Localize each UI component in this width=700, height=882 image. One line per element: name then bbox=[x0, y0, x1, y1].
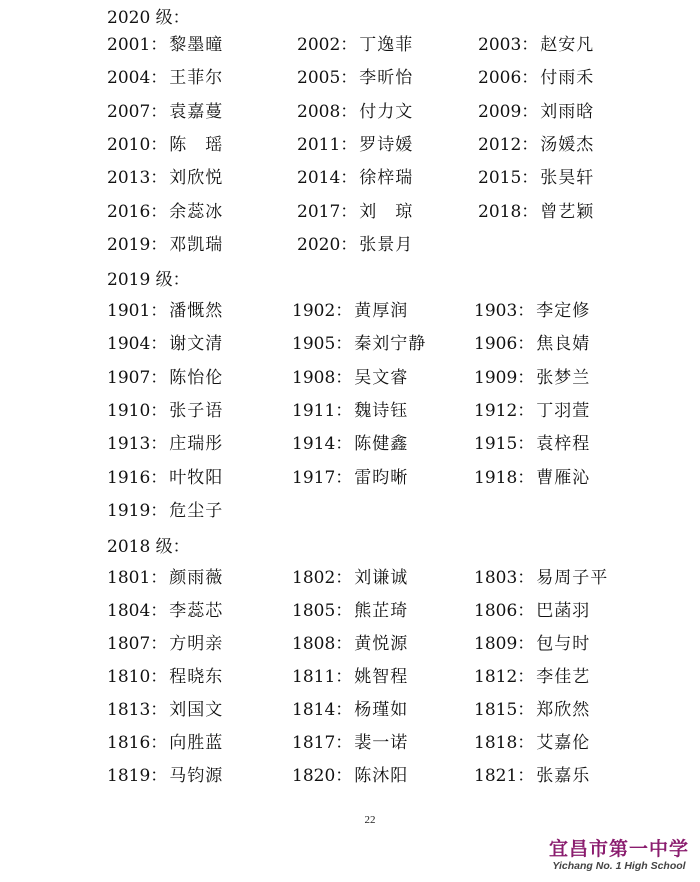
student-name: 向胜蓝 bbox=[169, 733, 224, 753]
student-name: 杨瑾如 bbox=[354, 700, 409, 720]
student-number: 2015： bbox=[478, 168, 539, 189]
student-name: 艾嘉伦 bbox=[536, 733, 591, 753]
student-name: 庄瑞彤 bbox=[169, 434, 224, 455]
student-number: 1902： bbox=[292, 301, 353, 321]
list-item bbox=[107, 67, 223, 89]
student-name: 曾艺颖 bbox=[540, 201, 595, 222]
list-item bbox=[478, 34, 594, 56]
list-item bbox=[478, 201, 594, 223]
student-name: 叶牧阳 bbox=[169, 467, 224, 488]
student-name: 颜雨薇 bbox=[169, 568, 224, 588]
student-number: 1914： bbox=[292, 434, 353, 455]
student-name: 汤媛杰 bbox=[540, 134, 595, 155]
list-item bbox=[474, 732, 590, 754]
student-number: 1915： bbox=[474, 434, 535, 455]
student-name: 曹雁沁 bbox=[536, 467, 591, 488]
student-name: 熊芷琦 bbox=[354, 601, 409, 621]
section-heading-2018: 2018 级： bbox=[107, 537, 190, 557]
list-item bbox=[107, 732, 223, 754]
list-item bbox=[474, 666, 590, 688]
student-name: 刘欣悦 bbox=[169, 168, 224, 189]
list-item bbox=[107, 34, 223, 56]
list-item bbox=[292, 300, 408, 322]
list-item bbox=[107, 633, 223, 655]
list-item bbox=[292, 467, 408, 489]
school-logo bbox=[544, 838, 694, 873]
student-number: 1901： bbox=[107, 301, 168, 321]
list-item bbox=[107, 333, 223, 355]
student-name: 谢文清 bbox=[169, 334, 224, 355]
student-number: 2002： bbox=[297, 35, 358, 55]
student-name: 危尘子 bbox=[169, 500, 224, 521]
student-number: 1809： bbox=[474, 634, 535, 654]
student-number: 1818： bbox=[474, 733, 535, 753]
list-item bbox=[474, 600, 590, 622]
list-item bbox=[107, 367, 223, 389]
student-number: 1904： bbox=[107, 334, 168, 355]
logo-chinese-name: 宜昌市第一中学 bbox=[548, 838, 689, 860]
list-item bbox=[297, 34, 413, 56]
list-item bbox=[292, 633, 408, 655]
student-name: 张嘉乐 bbox=[536, 766, 591, 786]
student-number: 1808： bbox=[292, 634, 353, 654]
student-name: 程晓东 bbox=[169, 667, 224, 687]
student-number: 2003： bbox=[478, 35, 539, 55]
list-item bbox=[107, 699, 223, 721]
student-number: 2006： bbox=[478, 68, 539, 89]
student-name: 黎墨曈 bbox=[169, 35, 224, 55]
list-item bbox=[292, 600, 408, 622]
list-item bbox=[474, 367, 590, 389]
student-name: 张昊轩 bbox=[540, 168, 595, 189]
list-item bbox=[292, 367, 408, 389]
student-name: 黄厚润 bbox=[354, 301, 409, 321]
student-number: 1816： bbox=[107, 733, 168, 753]
list-item bbox=[474, 433, 590, 455]
student-name: 罗诗媛 bbox=[359, 134, 414, 155]
student-number: 1910： bbox=[107, 400, 168, 421]
student-name: 秦刘宁静 bbox=[354, 334, 427, 355]
list-item bbox=[107, 765, 223, 787]
student-number: 1917： bbox=[292, 467, 353, 488]
student-name: 雷昀晰 bbox=[354, 467, 409, 488]
student-number: 1801： bbox=[107, 568, 168, 588]
student-number: 1908： bbox=[292, 367, 353, 388]
list-item bbox=[478, 134, 594, 156]
student-number: 2018： bbox=[478, 201, 539, 222]
student-name: 张子语 bbox=[169, 400, 224, 421]
student-number: 2008： bbox=[297, 101, 358, 122]
student-name: 易周子平 bbox=[536, 568, 609, 588]
list-item bbox=[107, 666, 223, 688]
list-item bbox=[107, 567, 223, 589]
student-number: 2019： bbox=[107, 234, 168, 255]
list-item bbox=[474, 633, 590, 655]
list-item bbox=[297, 201, 413, 223]
student-name: 李定修 bbox=[536, 301, 591, 321]
student-number: 2013： bbox=[107, 168, 168, 189]
list-item bbox=[478, 167, 594, 189]
student-number: 2004： bbox=[107, 68, 168, 89]
student-name: 吴文睿 bbox=[354, 367, 409, 388]
list-item bbox=[474, 467, 590, 489]
student-number: 1804： bbox=[107, 601, 168, 621]
list-item bbox=[297, 167, 413, 189]
student-number: 1913： bbox=[107, 434, 168, 455]
student-number: 2020： bbox=[297, 234, 358, 255]
student-number: 1812： bbox=[474, 667, 535, 687]
student-number: 2007： bbox=[107, 101, 168, 122]
student-name: 巴菡羽 bbox=[536, 601, 591, 621]
student-name: 焦良婧 bbox=[536, 334, 591, 355]
student-name: 李佳艺 bbox=[536, 667, 591, 687]
student-number: 1916： bbox=[107, 467, 168, 488]
list-item bbox=[107, 167, 223, 189]
student-number: 2005： bbox=[297, 68, 358, 89]
list-item bbox=[474, 300, 590, 322]
student-name: 黄悦源 bbox=[354, 634, 409, 654]
student-name: 陈沐阳 bbox=[354, 766, 409, 786]
student-name: 付力文 bbox=[359, 101, 414, 122]
student-name: 方明亲 bbox=[169, 634, 224, 654]
student-number: 2011： bbox=[297, 134, 358, 155]
student-name: 袁梓程 bbox=[536, 434, 591, 455]
student-number: 1903： bbox=[474, 301, 535, 321]
student-number: 1810： bbox=[107, 667, 168, 687]
list-item bbox=[107, 300, 223, 322]
student-number: 1919： bbox=[107, 500, 168, 521]
student-number: 1906： bbox=[474, 334, 535, 355]
list-item bbox=[107, 201, 223, 223]
student-name: 郑欣然 bbox=[536, 700, 591, 720]
list-item bbox=[292, 333, 426, 355]
list-item bbox=[107, 234, 223, 256]
student-name: 马钧源 bbox=[169, 766, 224, 786]
student-number: 1807： bbox=[107, 634, 168, 654]
student-number: 1814： bbox=[292, 700, 353, 720]
student-number: 1911： bbox=[292, 400, 353, 421]
student-number: 2001： bbox=[107, 35, 168, 55]
student-number: 1821： bbox=[474, 766, 535, 786]
student-name: 陈 瑶 bbox=[169, 134, 224, 155]
student-number: 1815： bbox=[474, 700, 535, 720]
student-name: 李蕊芯 bbox=[169, 601, 224, 621]
list-item bbox=[474, 567, 608, 589]
section-heading-2019: 2019 级： bbox=[107, 270, 190, 290]
student-name: 付雨禾 bbox=[540, 68, 595, 89]
student-name: 裴一诺 bbox=[354, 733, 409, 753]
student-number: 1907： bbox=[107, 367, 168, 388]
student-number: 1805： bbox=[292, 601, 353, 621]
list-item bbox=[297, 101, 413, 123]
student-name: 邓凯瑞 bbox=[169, 234, 224, 255]
student-name: 刘 琼 bbox=[359, 201, 414, 222]
list-item bbox=[478, 101, 594, 123]
list-item bbox=[478, 67, 594, 89]
student-name: 丁羽萱 bbox=[536, 400, 591, 421]
student-number: 2017： bbox=[297, 201, 358, 222]
student-number: 2016： bbox=[107, 201, 168, 222]
list-item bbox=[292, 732, 408, 754]
student-name: 包与时 bbox=[536, 634, 591, 654]
student-number: 2012： bbox=[478, 134, 539, 155]
student-name: 刘雨晗 bbox=[540, 101, 595, 122]
student-name: 姚智程 bbox=[354, 667, 409, 687]
list-item bbox=[292, 699, 408, 721]
list-item bbox=[107, 600, 223, 622]
student-name: 张梦兰 bbox=[536, 367, 591, 388]
student-number: 1819： bbox=[107, 766, 168, 786]
student-number: 1811： bbox=[292, 667, 353, 687]
section-heading-2020: 2020 级： bbox=[107, 8, 190, 28]
list-item bbox=[107, 433, 223, 455]
student-name: 袁嘉蔓 bbox=[169, 101, 224, 122]
student-number: 1912： bbox=[474, 400, 535, 421]
student-name: 刘谦诚 bbox=[354, 568, 409, 588]
list-item bbox=[292, 400, 408, 422]
student-number: 1813： bbox=[107, 700, 168, 720]
list-item bbox=[107, 500, 223, 522]
list-item bbox=[292, 765, 408, 787]
student-number: 2014： bbox=[297, 168, 358, 189]
list-item bbox=[107, 467, 223, 489]
list-item bbox=[474, 400, 590, 422]
student-name: 丁逸菲 bbox=[359, 35, 414, 55]
student-name: 刘国文 bbox=[169, 700, 224, 720]
student-number: 1905： bbox=[292, 334, 353, 355]
student-number: 1802： bbox=[292, 568, 353, 588]
list-item bbox=[297, 134, 413, 156]
student-number: 1918： bbox=[474, 467, 535, 488]
student-number: 1806： bbox=[474, 601, 535, 621]
student-number: 1817： bbox=[292, 733, 353, 753]
student-name: 李昕怡 bbox=[359, 68, 414, 89]
student-number: 1909： bbox=[474, 367, 535, 388]
list-item bbox=[292, 666, 408, 688]
student-name: 徐梓瑞 bbox=[359, 168, 414, 189]
list-item bbox=[474, 333, 590, 355]
student-name: 王菲尔 bbox=[169, 68, 224, 89]
student-name: 陈怡伦 bbox=[169, 367, 224, 388]
list-item bbox=[107, 134, 223, 156]
list-item bbox=[297, 67, 413, 89]
student-number: 1803： bbox=[474, 568, 535, 588]
student-number: 2010： bbox=[107, 134, 168, 155]
list-item bbox=[474, 699, 590, 721]
student-number: 1820： bbox=[292, 766, 353, 786]
student-name: 张景月 bbox=[359, 234, 414, 255]
student-name: 余蕊冰 bbox=[169, 201, 224, 222]
list-item bbox=[292, 567, 408, 589]
list-item bbox=[292, 433, 408, 455]
student-name: 赵安凡 bbox=[540, 35, 595, 55]
list-item bbox=[107, 400, 223, 422]
list-item bbox=[297, 234, 413, 256]
logo-english-name: Yichang No. 1 High School bbox=[552, 860, 686, 872]
student-name: 魏诗钰 bbox=[354, 400, 409, 421]
list-item bbox=[107, 101, 223, 123]
student-number: 2009： bbox=[478, 101, 539, 122]
student-name: 陈健鑫 bbox=[354, 434, 409, 455]
student-name: 潘慨然 bbox=[169, 301, 224, 321]
page-number: 22 bbox=[364, 814, 376, 826]
list-item bbox=[474, 765, 590, 787]
